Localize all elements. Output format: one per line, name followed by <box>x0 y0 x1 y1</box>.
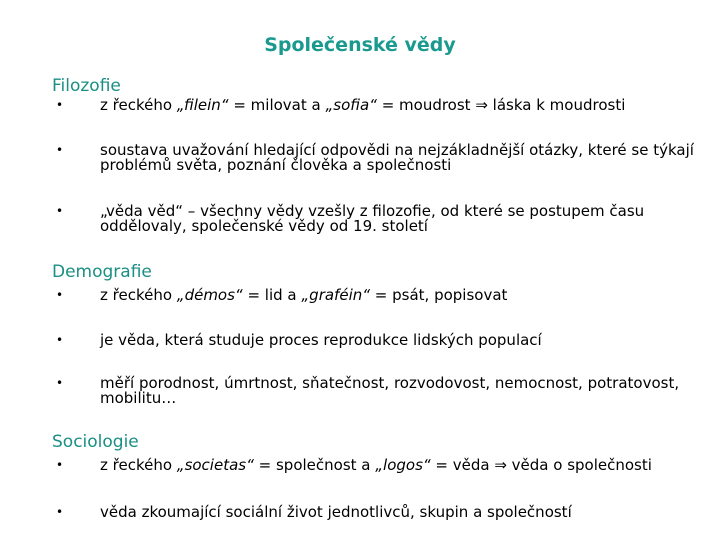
page-title: Společenské vědy <box>264 34 456 56</box>
section-heading-demografie: Demografie <box>52 262 152 282</box>
bullet: • <box>56 143 64 157</box>
item-text: z řeckého „démos“ = lid a „graféin“ = psát, popisovat <box>100 286 508 304</box>
item-text: soustava uvažování hledající odpovědi na nejzákladnější otázky, které se týkají problémů světa, poznání člověka a společnosti <box>100 141 694 174</box>
item-text: z řeckého „filein“ = milovat a „sofia“ = moudrost ⇒ láska k moudrosti <box>100 96 626 114</box>
section-heading-sociologie: Sociologie <box>52 432 139 452</box>
item-text: je věda, která studuje proces reprodukce lidských populací <box>100 331 542 349</box>
bullet: • <box>56 333 64 347</box>
item-text: měří porodnost, úmrtnost, sňatečnost, rozvodovost, nemocnost, potratovost, mobilitu… <box>100 374 680 407</box>
bullet: • <box>56 288 64 302</box>
bullet: • <box>56 98 64 112</box>
bullet: • <box>56 204 64 218</box>
item-text: z řeckého „societas“ = společnost a „logos“ = věda ⇒ věda o společnosti <box>100 456 652 474</box>
bullet: • <box>56 505 64 519</box>
bullet: • <box>56 458 64 472</box>
section-heading-filozofie: Filozofie <box>52 76 121 96</box>
item-text: „věda věd“ – všechny vědy vzešly z filozofie, od které se postupem času oddělovaly, společenské vědy od 19. století <box>100 202 645 235</box>
item-text: věda zkoumající sociální život jednotlivců, skupin a společností <box>100 503 572 521</box>
bullet: • <box>56 376 64 390</box>
